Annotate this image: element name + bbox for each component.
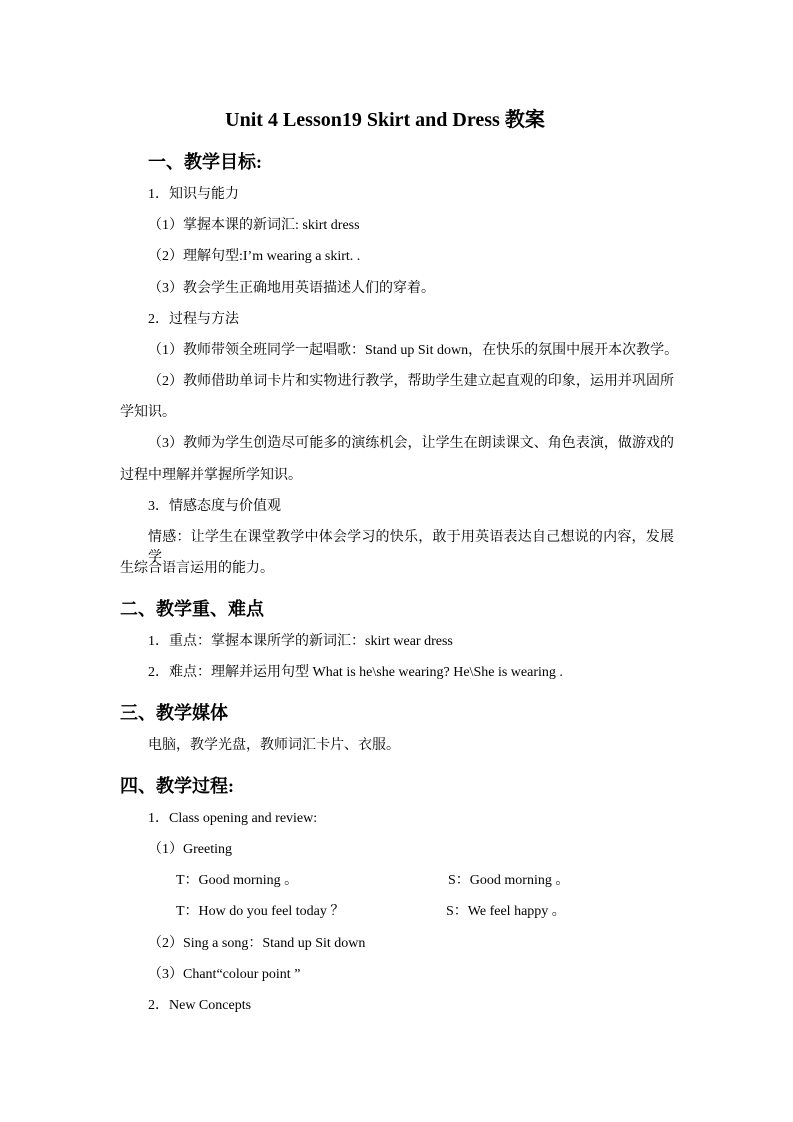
section-heading-media: 三、教学媒体 bbox=[120, 703, 228, 723]
subheading-process: 2．过程与方法 bbox=[148, 312, 239, 327]
subheading-attitude: 3．情感态度与价值观 bbox=[148, 499, 281, 514]
procedure-item: （3）Chant“colour point ” bbox=[148, 967, 301, 982]
objective-item: （1）掌握本课的新词汇: skirt dress bbox=[148, 218, 360, 233]
attitude-item: 情感：让学生在课堂教学中体会学习的快乐，敢于用英语表达自己想说的内容，发展学 bbox=[148, 530, 674, 565]
process-item-continued: 过程中理解并掌握所学知识。 bbox=[120, 468, 302, 483]
procedure-item: 2．New Concepts bbox=[148, 998, 252, 1013]
objective-item: （2）理解句型:I’m wearing a skirt. . bbox=[148, 249, 361, 264]
attitude-item-continued: 生综合语言运用的能力。 bbox=[120, 561, 274, 576]
subheading-knowledge: 1．知识与能力 bbox=[148, 187, 239, 202]
dialog-student-line: S：We feel happy 。 bbox=[446, 904, 566, 919]
difficulty-item: 2．难点：理解并运用句型 What is he\she wearing? He\She is wearing . bbox=[148, 665, 563, 680]
document-title: Unit 4 Lesson19 Skirt and Dress 教案 bbox=[225, 109, 545, 131]
section-heading-objectives: 一、教学目标: bbox=[148, 152, 262, 172]
key-point-item: 1．重点：掌握本课所学的新词汇：skirt wear dress bbox=[148, 634, 453, 649]
procedure-item: （2）Sing a song：Stand up Sit down bbox=[148, 936, 366, 951]
process-item: （1）教师带领全班同学一起唱歌：Stand up Sit down，在快乐的氛围中展开本次教学。 bbox=[148, 343, 679, 358]
dialog-student-line: S：Good morning 。 bbox=[448, 873, 570, 888]
procedure-item: 1．Class opening and review: bbox=[148, 811, 318, 826]
objective-item: （3）教会学生正确地用英语描述人们的穿着。 bbox=[148, 281, 435, 296]
process-item-continued: 学知识。 bbox=[120, 405, 176, 420]
dialog-teacher-line: T：How do you feel today ？ bbox=[176, 904, 345, 919]
media-item: 电脑，教学光盘，教师词汇卡片、衣服。 bbox=[148, 738, 400, 753]
process-item: （3）教师为学生创造尽可能多的演练机会，让学生在朗读课文、角色表演，做游戏的 bbox=[148, 436, 674, 451]
procedure-item: （1）Greeting bbox=[148, 842, 232, 857]
section-heading-procedure: 四、教学过程: bbox=[120, 776, 234, 796]
dialog-teacher-line: T：Good morning 。 bbox=[176, 873, 299, 888]
process-item: （2）教师借助单词卡片和实物进行教学，帮助学生建立起直观的印象，运用并巩固所 bbox=[148, 374, 674, 389]
section-heading-key-points: 二、教学重、难点 bbox=[120, 599, 264, 619]
